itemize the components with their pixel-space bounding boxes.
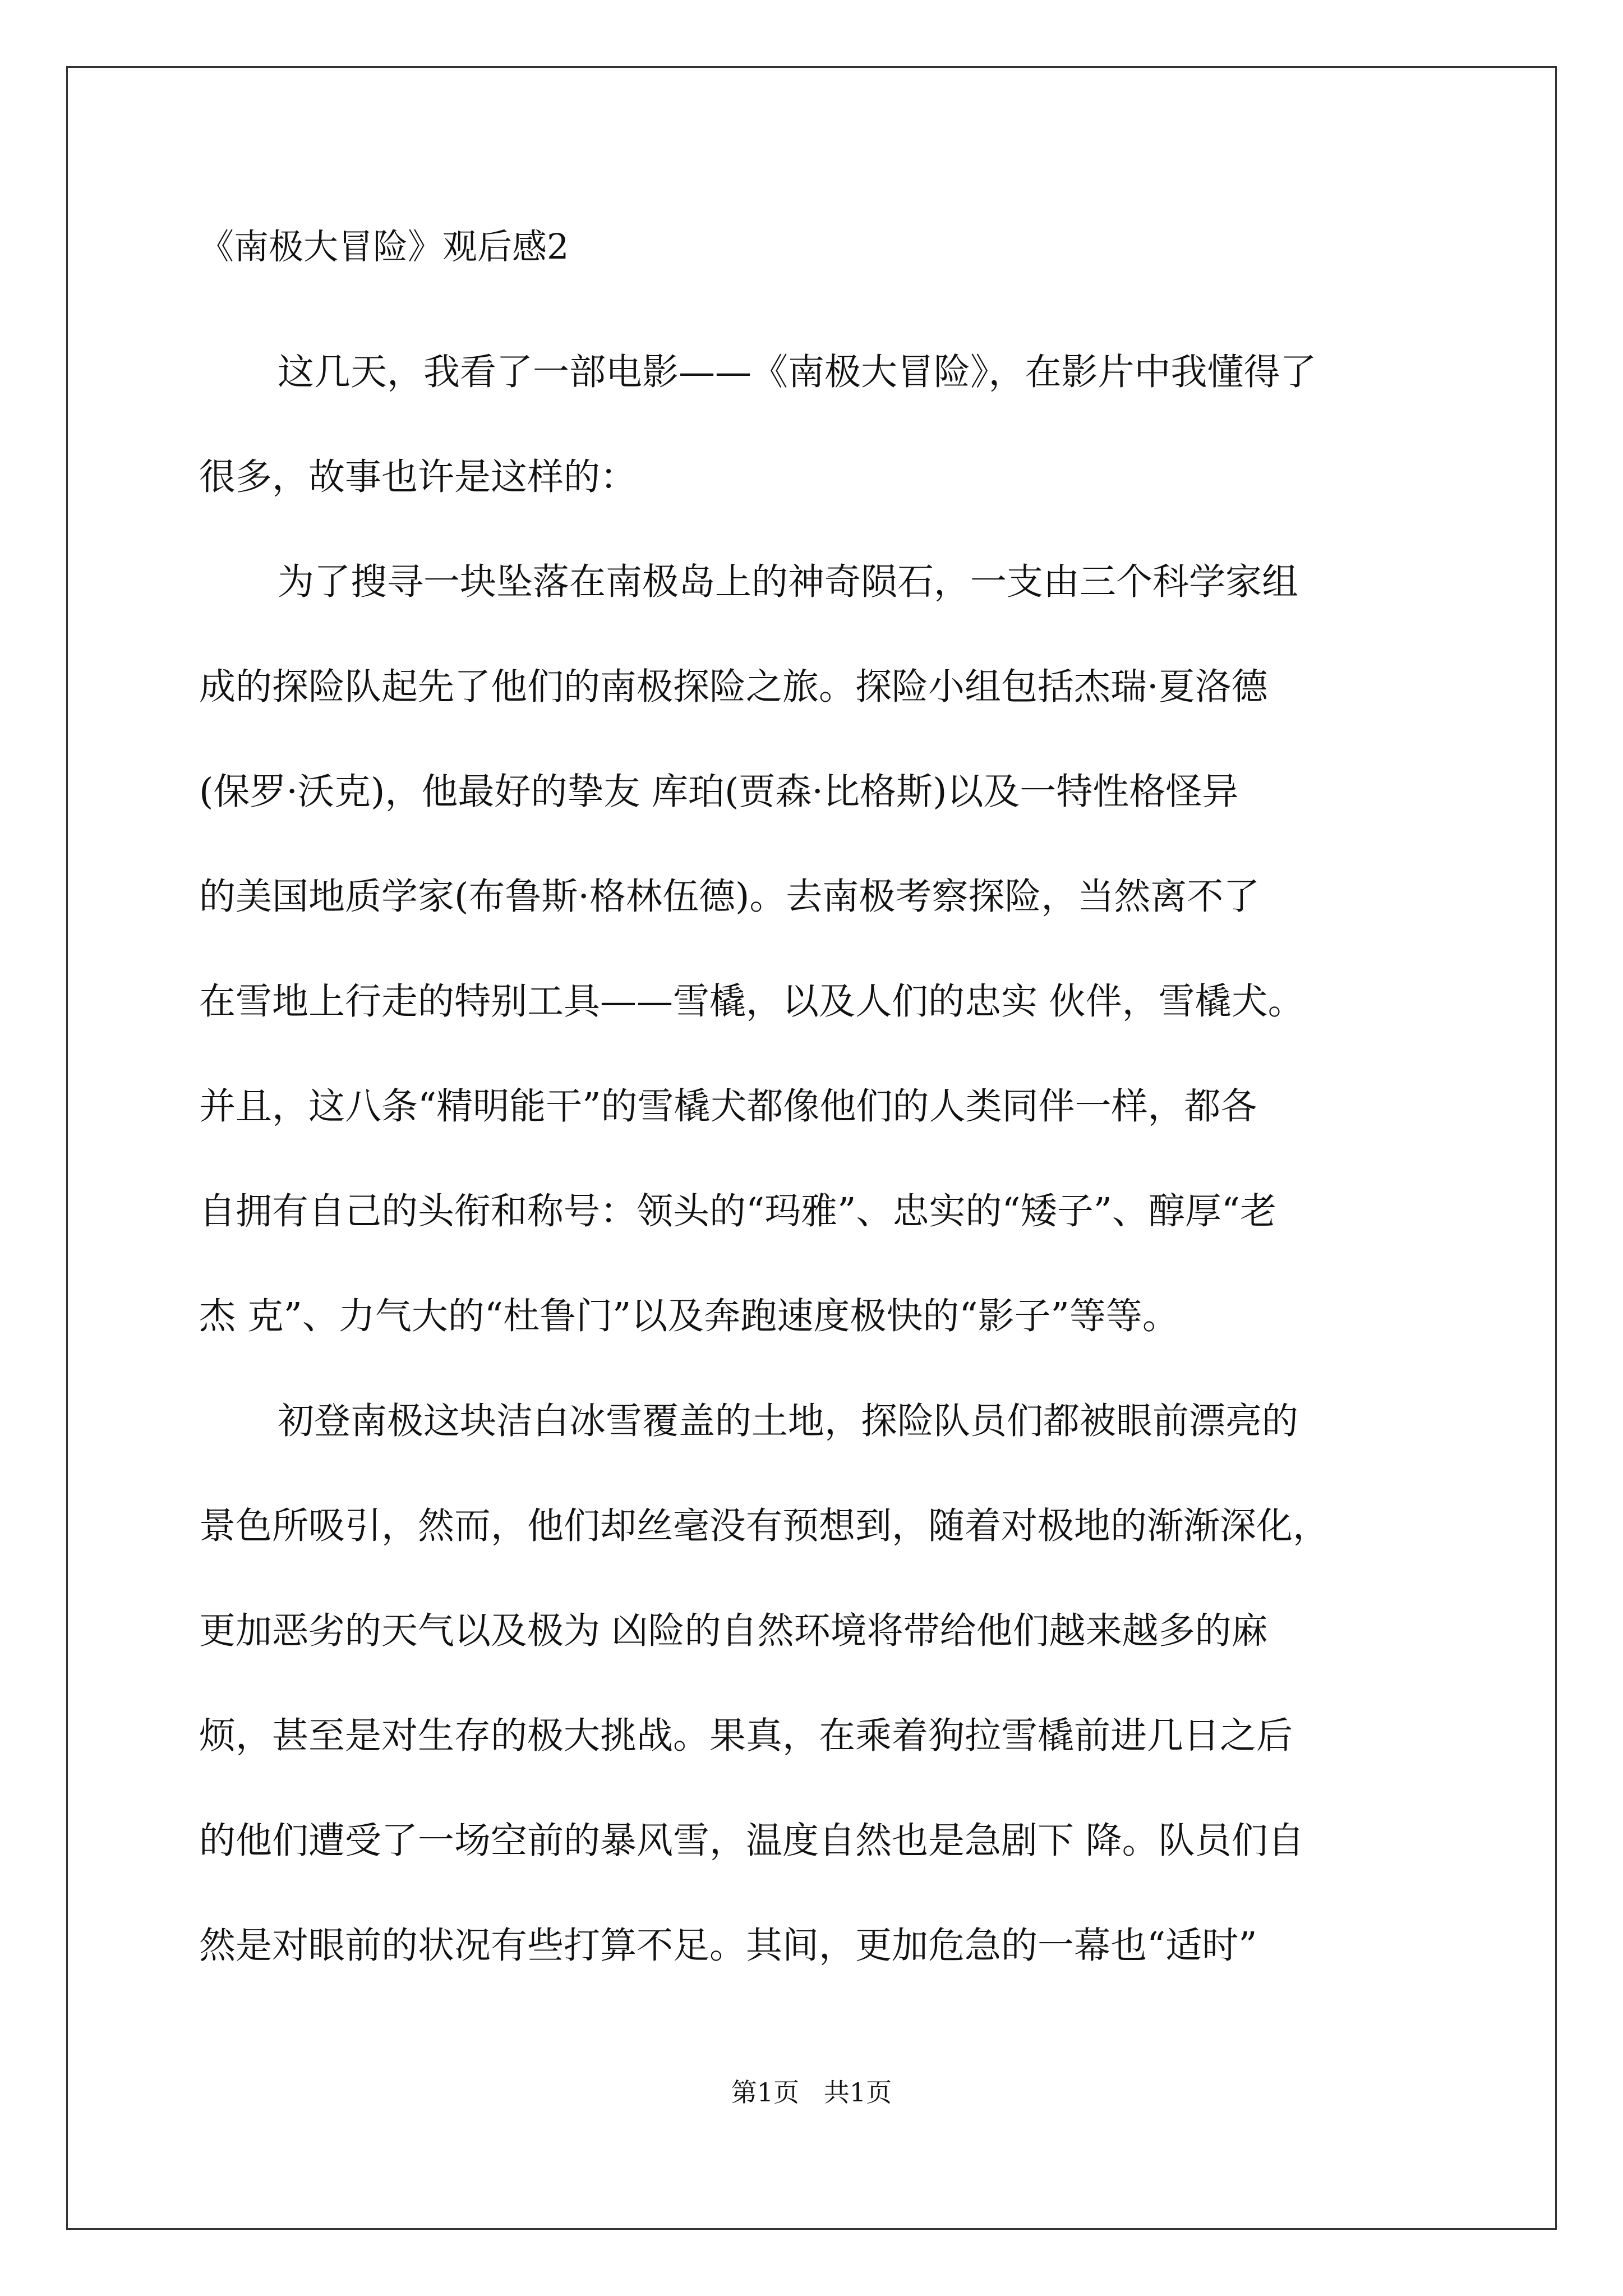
paragraph-line: 成的探险队起先了他们的南极探险之旅。探险小组包括杰瑞·夏洛德	[199, 666, 1268, 708]
document-body	[199, 216, 1433, 1998]
paragraph-line: 并且，这八条“精明能干”的雪橇犬都像他们的人类同伴一样，都各	[199, 1085, 1257, 1128]
paragraph-line: 很多，故事也许是这样的：	[199, 456, 637, 498]
paragraph-line: 自拥有自己的头衔和称号：领头的“玛雅”、忠实的“矮子”、醇厚“老	[199, 1190, 1277, 1232]
paragraph-line: 然是对眼前的状况有些打算不足。其间，更加危急的一幕也“适时”	[199, 1925, 1257, 1967]
paragraph-line: 烦，甚至是对生存的极大挑战。果真，在乘着狗拉雪橇前进几日之后	[199, 1715, 1293, 1757]
paragraph-line: 的美国地质学家(布鲁斯·格林伍德)。去南极考察探险，当然离不了	[199, 876, 1260, 918]
paragraph-line: 为了搜寻一块坠落在南极岛上的神奇陨石，一支由三个科学家组	[278, 561, 1299, 603]
paragraph-line: 在雪地上行走的特别工具——雪橇，以及人们的忠实 伙伴，雪橇犬。	[199, 981, 1304, 1023]
paragraph-line: 这几天，我看了一部电影——《南极大冒险》，在影片中我懂得了	[278, 351, 1317, 393]
paragraph-line: 的他们遭受了一场空前的暴风雪，温度自然也是急剧下 降。队员们自	[199, 1820, 1304, 1862]
page-footer: 第1页 共1页	[731, 2077, 892, 2108]
paragraph-line: (保罗·沃克)，他最好的挚友 库珀(贾森·比格斯)以及一特性格怪异	[199, 771, 1239, 813]
paragraph-line: 景色所吸引，然而，他们却丝毫没有预想到，随着对极地的渐渐深化，	[199, 1505, 1330, 1547]
paragraph-line: 杰 克”、力气大的“杜鲁门”以及奔跑速度极快的“影子”等等。	[199, 1295, 1179, 1337]
document-title: 《南极大冒险》观后感2	[199, 226, 569, 267]
paragraph-line: 初登南极这块洁白冰雪覆盖的土地，探险队员们都被眼前漂亮的	[278, 1400, 1299, 1442]
paragraph-line: 更加恶劣的天气以及极为 凶险的自然环境将带给他们越来越多的麻	[199, 1610, 1268, 1652]
